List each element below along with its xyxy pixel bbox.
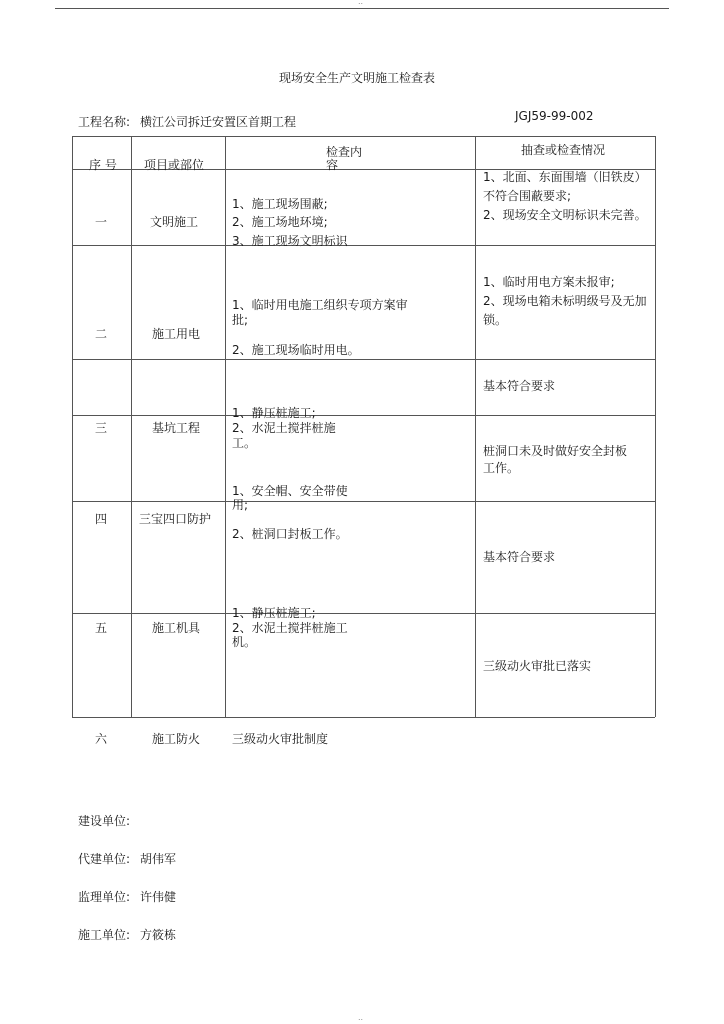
table-row-4-seq: 四 — [95, 512, 108, 526]
table-row-5-result-1: 三级动火审批已落实 — [483, 659, 592, 673]
table-row-4-result-1: 基本符合要求 — [483, 550, 556, 564]
table-row-2-content-1: 1、临时用电施工组织专项方案审 — [232, 298, 408, 312]
row-divider-1 — [72, 245, 655, 246]
table-row-2-content-3: 2、施工现场临时用电。 — [232, 343, 360, 357]
project-label: 工程名称: — [78, 115, 131, 129]
table-border-top — [72, 136, 655, 137]
table-row-2-seq: 二 — [95, 327, 108, 341]
agent-unit-label: 代建单位: — [78, 852, 131, 866]
table-row-3-content-3: 工。 — [232, 436, 257, 450]
table-row-1-seq: 一 — [95, 215, 108, 229]
construction-unit-label: 建设单位: — [78, 814, 131, 828]
table-row-5-content-1: 1、静压桩施工; — [232, 606, 316, 620]
col-divider-2 — [225, 136, 226, 717]
header-seq: 序 号 — [89, 158, 117, 172]
col-divider-3 — [475, 136, 476, 717]
table-row-1-content-1: 1、施工现场围蔽; — [232, 197, 328, 211]
table-row-5-content-2: 2、水泥土搅拌桩施工 — [232, 621, 348, 635]
builder-unit-label: 施工单位: — [78, 928, 131, 942]
table-row-5-item: 施工机具 — [152, 621, 201, 635]
table-row-5-content-3: 机。 — [232, 635, 257, 649]
row-divider-5 — [72, 613, 655, 614]
table-row-2-item: 施工用电 — [152, 327, 201, 341]
table-row-1-item: 文明施工 — [150, 215, 199, 229]
table-row-3-result-3: 工作。 — [483, 461, 520, 475]
top-dots: .. — [358, 0, 364, 6]
table-row-4-content-2: 用; — [232, 498, 249, 512]
agent-unit-name: 胡伟军 — [140, 852, 177, 866]
table-row-2-result-1: 1、临时用电方案未报审; — [483, 275, 615, 289]
row-divider-2 — [72, 359, 655, 360]
table-row-4-content-3: 2、桩洞口封板工作。 — [232, 527, 348, 541]
table-row-1-content-2: 2、施工场地环境; — [232, 215, 328, 229]
table-row-2-result-3: 锁。 — [483, 313, 508, 327]
row-divider-4 — [72, 501, 655, 502]
table-row-1-content-3: 3、施工现场文明标识 — [232, 234, 348, 248]
table-row-3-content-1: 1、静压桩施工; — [232, 406, 316, 420]
header-content-line2: 容 — [326, 158, 339, 172]
table-border-left — [72, 136, 73, 717]
table-row-6-item: 施工防火 — [152, 732, 201, 746]
table-row-6-content-1: 三级动火审批制度 — [232, 732, 329, 746]
col-divider-1 — [131, 136, 132, 717]
page-title: 现场安全生产文明施工检查表 — [279, 71, 436, 85]
table-row-1-result-1: 1、北面、东面围墙（旧铁皮） — [483, 170, 647, 184]
table-row-2-content-2: 批; — [232, 313, 249, 327]
header-result: 抽查或检查情况 — [521, 143, 606, 157]
table-row-3-content-2: 2、水泥土搅拌桩施 — [232, 421, 336, 435]
table-row-4-content-1: 1、安全帽、安全带使 — [232, 484, 348, 498]
table-border-right — [655, 136, 656, 717]
document-code: JGJ59-99-002 — [515, 109, 594, 123]
row-divider-3 — [72, 415, 655, 416]
builder-unit-name: 方筱栋 — [140, 928, 177, 942]
table-row-1-result-2: 不符合围蔽要求; — [483, 189, 572, 203]
table-row-3-item: 基坑工程 — [152, 421, 201, 435]
supervision-unit-label: 监理单位: — [78, 890, 131, 904]
header-item: 项目或部位 — [144, 158, 205, 172]
table-row-2-result-2: 2、现场电箱未标明级号及无加 — [483, 294, 647, 308]
table-row-4-item: 三宝四口防护 — [139, 512, 212, 526]
table-row-3-result-1: 基本符合要求 — [483, 379, 556, 393]
table-row-5-seq: 五 — [95, 621, 108, 635]
table-border-bottom — [72, 717, 655, 718]
header-content-line1: 检查内 — [326, 145, 363, 159]
table-row-6-seq: 六 — [95, 732, 108, 746]
table-row-3-result-2: 桩洞口未及时做好安全封板 — [483, 444, 628, 458]
project-name: 横江公司拆迁安置区首期工程 — [140, 115, 297, 129]
supervision-unit-name: 许伟健 — [140, 890, 177, 904]
table-row-1-result-3: 2、现场安全文明标识未完善。 — [483, 208, 647, 222]
table-row-3-seq: 三 — [95, 421, 108, 435]
top-rule — [55, 8, 669, 9]
bottom-dots: .. — [358, 1013, 364, 1022]
